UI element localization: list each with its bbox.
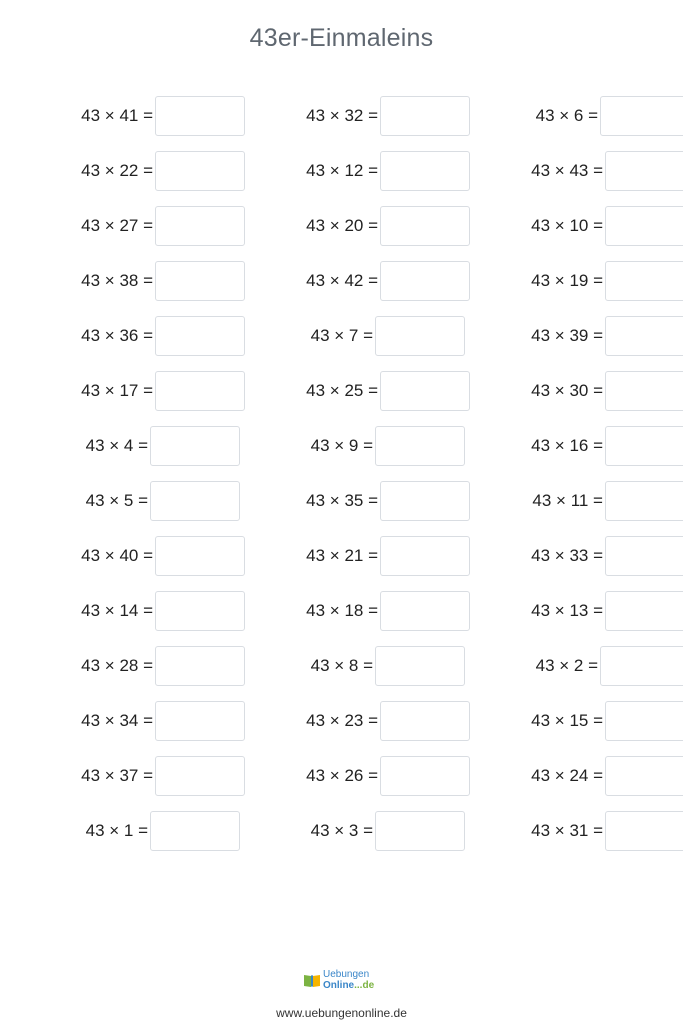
problem-text: 43 × 40 =: [81, 546, 153, 565]
problem-text: 43 × 3 =: [310, 821, 373, 840]
answer-input[interactable]: [605, 756, 683, 796]
answer-input[interactable]: [605, 316, 683, 356]
exercise-row: [0, 646, 683, 686]
problem-text: 43 × 33 =: [531, 546, 603, 565]
logo-text-main: Online: [323, 980, 355, 991]
exercise-item: [470, 646, 683, 686]
exercise-item: [470, 316, 683, 356]
exercise-row: [0, 481, 683, 521]
problem-text: 43 × 23 =: [306, 711, 378, 730]
problem-text: 43 × 24 =: [531, 766, 603, 785]
problem-text: 43 × 16 =: [531, 436, 603, 455]
problem-text: 43 × 19 =: [531, 271, 603, 290]
exercise-item: [245, 261, 470, 301]
exercise-item: [245, 96, 470, 136]
exercise-row: [0, 206, 683, 246]
answer-input[interactable]: [380, 481, 470, 521]
answer-input[interactable]: [605, 591, 683, 631]
answer-input[interactable]: [380, 206, 470, 246]
exercise-item: [470, 701, 683, 741]
answer-input[interactable]: [155, 316, 245, 356]
exercise-item: [470, 206, 683, 246]
answer-input[interactable]: [605, 536, 683, 576]
problem-text: 43 × 26 =: [306, 766, 378, 785]
problem-text: 43 × 9 =: [310, 436, 373, 455]
exercise-item: [470, 591, 683, 631]
answer-input[interactable]: [380, 756, 470, 796]
answer-input[interactable]: [600, 646, 683, 686]
problem-text: 43 × 31 =: [531, 821, 603, 840]
exercise-item: [20, 96, 245, 136]
answer-input[interactable]: [155, 756, 245, 796]
answer-input[interactable]: [375, 646, 465, 686]
answer-input[interactable]: [380, 151, 470, 191]
exercise-item: [470, 811, 683, 851]
exercise-item: [20, 536, 245, 576]
problem-text: 43 × 15 =: [531, 711, 603, 730]
answer-input[interactable]: [605, 481, 683, 521]
answer-input[interactable]: [605, 206, 683, 246]
exercise-row: [0, 536, 683, 576]
problem-text: 43 × 25 =: [306, 381, 378, 400]
answer-input[interactable]: [150, 811, 240, 851]
answer-input[interactable]: [605, 426, 683, 466]
problem-text: 43 × 21 =: [306, 546, 378, 565]
exercise-item: [20, 371, 245, 411]
exercise-item: [245, 591, 470, 631]
problem-text: 43 × 6 =: [535, 106, 598, 125]
open-book-icon: [303, 971, 321, 989]
problem-text: 43 × 30 =: [531, 381, 603, 400]
exercise-item: [245, 151, 470, 191]
answer-input[interactable]: [155, 96, 245, 136]
problem-text: 43 × 35 =: [306, 491, 378, 510]
logo-text-top: Uebungen: [323, 969, 370, 980]
exercise-item: [20, 591, 245, 631]
exercise-item: [470, 371, 683, 411]
answer-input[interactable]: [155, 261, 245, 301]
answer-input[interactable]: [600, 96, 683, 136]
exercise-item: [20, 811, 245, 851]
answer-input[interactable]: [380, 701, 470, 741]
exercise-item: [245, 206, 470, 246]
problem-text: 43 × 20 =: [306, 216, 378, 235]
exercise-item: [245, 536, 470, 576]
exercise-item: [20, 206, 245, 246]
exercise-item: [470, 96, 683, 136]
problem-text: 43 × 28 =: [81, 656, 153, 675]
answer-input[interactable]: [605, 811, 683, 851]
exercise-item: [470, 536, 683, 576]
exercise-item: [470, 151, 683, 191]
problem-text: 43 × 34 =: [81, 711, 153, 730]
answer-input[interactable]: [150, 426, 240, 466]
answer-input[interactable]: [605, 371, 683, 411]
site-logo: [303, 969, 383, 993]
exercise-row: [0, 151, 683, 191]
problem-text: 43 × 5 =: [85, 491, 148, 510]
problem-text: 43 × 14 =: [81, 601, 153, 620]
problem-text: 43 × 22 =: [81, 161, 153, 180]
answer-input[interactable]: [380, 591, 470, 631]
answer-input[interactable]: [155, 536, 245, 576]
problem-text: 43 × 27 =: [81, 216, 153, 235]
exercise-item: [245, 426, 470, 466]
exercise-item: [20, 701, 245, 741]
answer-input[interactable]: [375, 426, 465, 466]
answer-input[interactable]: [155, 701, 245, 741]
exercise-row: [0, 811, 683, 851]
exercise-row: [0, 701, 683, 741]
answer-input[interactable]: [380, 261, 470, 301]
answer-input[interactable]: [380, 536, 470, 576]
exercise-item: [245, 371, 470, 411]
problem-text: 43 × 2 =: [535, 656, 598, 675]
problem-text: 43 × 8 =: [310, 656, 373, 675]
exercise-item: [245, 646, 470, 686]
footer-url: www.uebungenonline.de: [276, 1006, 407, 1020]
exercise-row: [0, 426, 683, 466]
problem-text: 43 × 7 =: [310, 326, 373, 345]
answer-input[interactable]: [150, 481, 240, 521]
problem-text: 43 × 10 =: [531, 216, 603, 235]
problem-text: 43 × 42 =: [306, 271, 378, 290]
problem-text: 43 × 12 =: [306, 161, 378, 180]
exercise-item: [20, 646, 245, 686]
exercise-item: [20, 426, 245, 466]
exercise-item: [470, 261, 683, 301]
problem-text: 43 × 32 =: [306, 106, 378, 125]
page-title: 43er-Einmaleins: [249, 24, 434, 52]
exercise-row: [0, 96, 683, 136]
exercise-row: [0, 756, 683, 796]
answer-input[interactable]: [375, 811, 465, 851]
problem-text: 43 × 38 =: [81, 271, 153, 290]
exercise-item: [20, 756, 245, 796]
exercise-row: [0, 371, 683, 411]
answer-input[interactable]: [155, 206, 245, 246]
answer-input[interactable]: [380, 96, 470, 136]
problem-text: 43 × 39 =: [531, 326, 603, 345]
problem-text: 43 × 36 =: [81, 326, 153, 345]
exercise-item: [245, 756, 470, 796]
answer-input[interactable]: [155, 591, 245, 631]
exercise-row: [0, 316, 683, 356]
exercise-row: [0, 261, 683, 301]
answer-input[interactable]: [605, 701, 683, 741]
problem-text: 43 × 11 =: [532, 491, 603, 510]
answer-input[interactable]: [605, 151, 683, 191]
exercise-item: [20, 261, 245, 301]
exercise-item: [20, 481, 245, 521]
problem-text: 43 × 13 =: [531, 601, 603, 620]
answer-input[interactable]: [155, 646, 245, 686]
problem-text: 43 × 37 =: [81, 766, 153, 785]
exercise-item: [20, 316, 245, 356]
logo-text-tld: ...de: [354, 980, 375, 991]
answer-input[interactable]: [375, 316, 465, 356]
exercise-row: [0, 591, 683, 631]
exercise-item: [470, 426, 683, 466]
answer-input[interactable]: [605, 261, 683, 301]
logo-text-bottom: [323, 980, 374, 991]
problem-text: 43 × 4 =: [85, 436, 148, 455]
exercise-item: [245, 811, 470, 851]
exercise-item: [470, 756, 683, 796]
answer-input[interactable]: [155, 371, 245, 411]
exercise-item: [20, 151, 245, 191]
answer-input[interactable]: [155, 151, 245, 191]
problem-text: 43 × 43 =: [531, 161, 603, 180]
answer-input[interactable]: [380, 371, 470, 411]
exercise-item: [245, 316, 470, 356]
problem-text: 43 × 41 =: [81, 106, 153, 125]
problem-text: 43 × 1 =: [85, 821, 148, 840]
exercise-item: [245, 481, 470, 521]
exercise-item: [245, 701, 470, 741]
problem-text: 43 × 17 =: [81, 381, 153, 400]
exercise-item: [470, 481, 683, 521]
problem-text: 43 × 18 =: [306, 601, 378, 620]
